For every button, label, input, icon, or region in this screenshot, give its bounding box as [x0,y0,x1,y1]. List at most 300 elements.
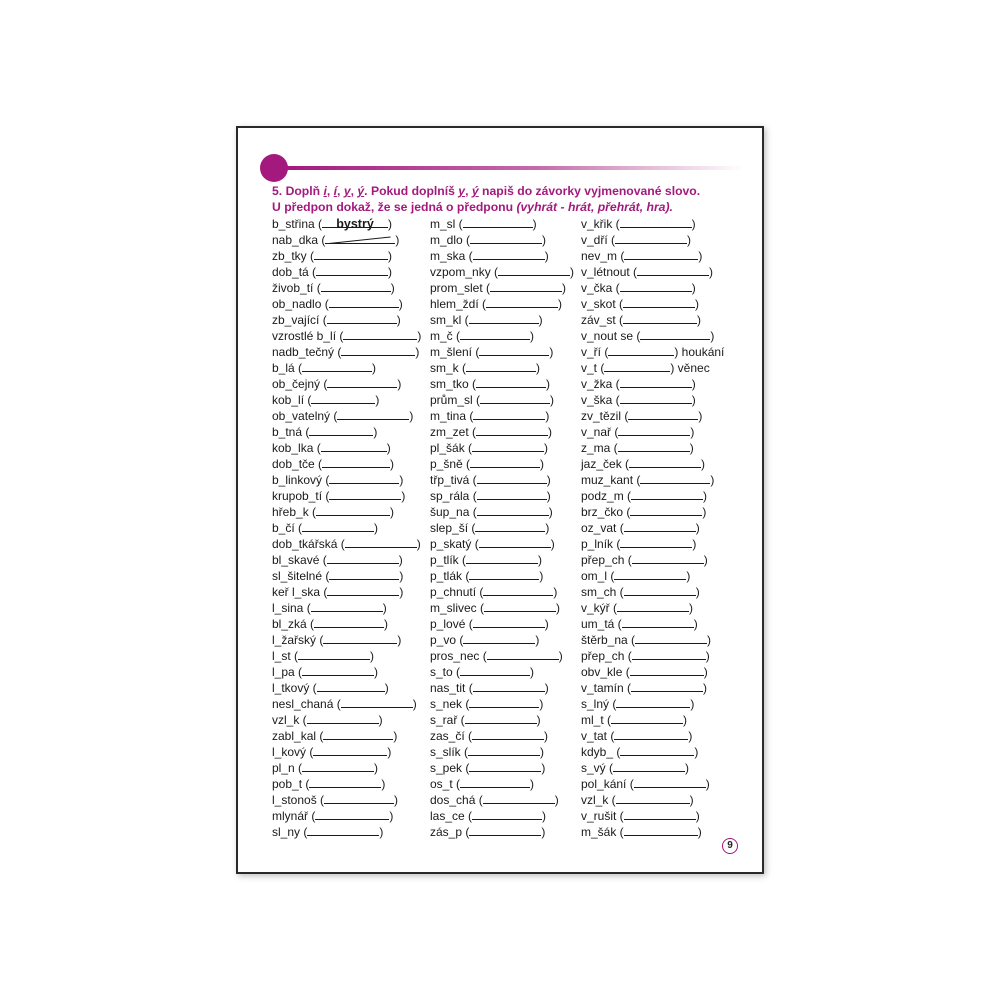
answer-blank[interactable] [316,504,390,516]
word-row [272,712,421,728]
word-close-paren: ) [548,425,553,439]
word-text: přep_ch ( [581,553,632,567]
answer-blank[interactable] [469,568,539,580]
word-close-paren: ) houkání [674,345,725,359]
answer-blank[interactable] [477,472,547,484]
answer-blank[interactable] [307,824,379,836]
answer-blank[interactable] [307,712,379,724]
word-row [272,408,421,424]
answer-blank[interactable] [618,424,690,436]
word-close-paren: ) [550,393,555,407]
word-close-paren: ) [536,713,541,727]
answer-blank[interactable] [618,440,690,452]
word-row [272,440,421,456]
answer-blank[interactable] [460,776,530,788]
word-close-paren: ) [546,377,551,391]
word-text: vzl_k ( [272,713,307,727]
answer-blank[interactable] [479,536,551,548]
word-text: l_st ( [272,649,299,663]
instruction-line-2: U předpon dokaž, že se jedná o předponu [272,200,514,214]
answer-blank[interactable] [327,584,399,596]
word-close-paren: ) [393,729,398,743]
answer-blank[interactable] [341,344,415,356]
word-row [581,696,724,712]
answer-blank[interactable] [337,408,409,420]
word-close-paren: ) [698,249,703,263]
answer-blank[interactable] [620,392,692,404]
word-text: b_lá ( [272,361,303,375]
answer-blank[interactable] [465,712,537,724]
answer-blank[interactable] [479,344,549,356]
word-row [581,296,724,312]
word-close-paren: ) [702,505,707,519]
word-row [430,232,574,248]
answer-blank[interactable] [629,456,701,468]
word-row [581,680,724,696]
word-close-paren: ) [539,569,544,583]
word-text: vzl_k ( [581,793,616,807]
word-text: nab_dka ( [272,233,326,247]
answer-blank[interactable] [314,616,384,628]
answer-blank[interactable] [616,696,690,708]
word-text: dos_chá ( [430,793,483,807]
word-row [581,424,724,440]
word-text: kob_lí ( [272,393,312,407]
word-row [430,696,574,712]
word-row [272,216,421,232]
answer-blank[interactable] [628,408,698,420]
word-close-paren: ) [705,649,710,663]
answer-blank[interactable] [614,568,686,580]
word-close-paren: ) [374,521,379,535]
word-text: s_slík ( [430,745,469,759]
answer-blank[interactable] [483,792,555,804]
word-close-paren: ) [388,265,393,279]
word-close-paren: ) [545,409,550,423]
word-close-paren: ) [540,745,545,759]
word-row [430,312,574,328]
answer-blank[interactable] [632,552,704,564]
word-close-paren: ) [701,457,706,471]
word-close-paren: ) [399,569,404,583]
word-close-paren: ) [705,777,710,791]
answer-blank[interactable] [343,328,417,340]
word-row [581,440,724,456]
answer-blank[interactable] [622,616,694,628]
answer-blank[interactable] [327,312,397,324]
answer-blank[interactable] [329,488,401,500]
answer-blank[interactable] [329,472,399,484]
answer-blank[interactable] [345,536,417,548]
word-text: hlem_ždí ( [430,297,487,311]
word-row [430,280,574,296]
word-text: p_tlík ( [430,553,467,567]
word-text: l_stonoš ( [272,793,325,807]
answer-blank[interactable] [623,296,695,308]
word-row [581,584,724,600]
word-close-paren: ) [373,425,378,439]
answer-blank[interactable] [630,504,702,516]
word-row [272,792,421,808]
word-close-paren: ) [536,361,540,375]
word-row [272,568,421,584]
answer-blank[interactable] [617,600,689,612]
answer-blank[interactable] [473,408,545,420]
answer-blank[interactable] [472,728,544,740]
answer-blank[interactable] [620,280,692,292]
word-text: sl_šitelné ( [272,569,330,583]
word-close-paren: ) [375,393,380,407]
word-row [581,312,724,328]
header-decoration [260,154,740,182]
word-row [581,776,724,792]
page-number: 9 [722,838,738,854]
word-close-paren: ) [394,793,399,807]
word-row [430,648,574,664]
word-text: m_slivec ( [430,601,485,615]
word-text: krupob_tí ( [272,489,330,503]
answer-blank[interactable] [470,232,542,244]
answer-blank[interactable] [473,248,545,260]
answer-blank[interactable] [604,360,670,372]
answer-blank[interactable] [632,648,706,660]
answer-blank[interactable] [460,328,530,340]
word-text: bl_skavé ( [272,553,327,567]
word-row [430,440,574,456]
answer-example: bystrý [336,217,374,231]
answer-blank[interactable] [623,312,697,324]
word-row [272,776,421,792]
word-close-paren: ) [416,537,421,551]
word-row [430,344,574,360]
word-close-paren: ) [398,297,403,311]
answer-blank[interactable] [624,824,698,836]
word-text: oz_vat ( [581,521,624,535]
word-close-paren: ) [693,617,698,631]
word-text: s_rař ( [430,713,465,727]
word-text: pol_kání ( [581,777,634,791]
answer-blank[interactable] [614,728,688,740]
answer-blank[interactable] [624,520,696,532]
word-row [272,584,421,600]
word-text: přep_ch ( [581,649,632,663]
word-row [272,456,421,472]
answer-blank[interactable] [469,760,541,772]
answer-blank[interactable] [329,296,399,308]
word-text: las_ce ( [430,809,473,823]
answer-blank[interactable] [323,632,397,644]
word-text: s_nek ( [430,697,470,711]
word-row [581,760,724,776]
word-text: m_šák ( [581,825,624,839]
word-close-paren: ) [687,233,692,247]
answer-blank[interactable] [480,392,550,404]
word-close-paren: ) [689,601,693,615]
word-close-paren: ) [549,345,554,359]
answer-blank[interactable] [322,456,390,468]
answer-blank[interactable] [473,680,545,692]
answer-blank[interactable] [611,712,683,724]
word-text: živob_tí ( [272,281,321,295]
answer-blank[interactable] [620,376,692,388]
word-text: pros_nec ( [430,649,487,663]
word-close-paren: ) [395,233,400,247]
word-close-paren: ) [691,377,696,391]
word-close-paren: ) [378,713,383,727]
word-close-paren: ) [703,681,708,695]
word-text: p_chnutí ( [430,585,484,599]
word-close-paren: ) [691,281,696,295]
answer-blank[interactable] [302,760,374,772]
word-row [581,232,724,248]
word-row [430,456,574,472]
answer-blank[interactable] [616,792,690,804]
answer-blank[interactable] [329,568,399,580]
answer-blank[interactable] [466,552,538,564]
word-close-paren: ) [399,585,404,599]
word-row [581,520,724,536]
word-text: dob_tá ( [272,265,317,279]
word-text: zb_vající ( [272,313,327,327]
word-text: v_létnout ( [581,265,638,279]
answer-blank[interactable] [476,424,548,436]
answer-blank[interactable] [469,696,539,708]
word-row [581,248,724,264]
answer-blank[interactable] [640,472,710,484]
answer-blank[interactable] [309,776,381,788]
word-text: ob_nadlo ( [272,297,329,311]
answer-blank[interactable] [486,296,558,308]
answer-blank[interactable] [472,808,542,820]
answer-blank[interactable] [298,648,370,660]
word-close-paren: ) [372,361,377,375]
answer-blank[interactable] [469,824,541,836]
word-close-paren: ) [374,665,379,679]
answer-blank[interactable] [302,520,374,532]
word-text: nas_tit ( [430,681,473,695]
word-close-paren: ) [550,537,555,551]
word-text: p_lové ( [430,617,473,631]
word-close-paren: ) [384,681,389,695]
word-row [272,552,421,568]
answer-blank[interactable] [637,264,709,276]
word-text: s_pek ( [430,761,470,775]
answer-blank[interactable] [608,344,674,356]
answer-blank[interactable] [620,536,692,548]
word-close-paren: ) [544,729,549,743]
word-text: v_čka ( [581,281,620,295]
word-close-paren: ) [381,777,386,791]
word-text: nev_m ( [581,249,625,263]
exercise-number: 5. [272,184,283,198]
word-text: v_žka ( [581,377,620,391]
answer-blank[interactable] [460,664,530,676]
word-row [272,632,421,648]
answer-blank[interactable] [311,600,383,612]
word-close-paren: ) [390,457,395,471]
answer-blank[interactable] [317,680,385,692]
word-row [581,328,724,344]
answer-blank[interactable] [475,520,545,532]
word-row [430,744,574,760]
answer-blank[interactable] [613,760,685,772]
word-row [430,504,574,520]
answer-blank[interactable] [341,696,413,708]
word-text: v_ška ( [581,393,620,407]
answer-blank[interactable] [313,744,387,756]
word-close-paren: ) věnec [670,361,710,375]
word-row [272,824,421,840]
answer-blank[interactable] [325,232,395,244]
answer-blank[interactable] [624,248,698,260]
word-close-paren: ) [558,297,563,311]
word-row [272,472,421,488]
word-row [430,376,574,392]
answer-blank[interactable] [463,632,535,644]
worksheet-page [236,126,764,874]
word-row [430,488,574,504]
answer-blank[interactable] [324,792,394,804]
word-text: třp_tivá ( [430,473,477,487]
word-text: l_kový ( [272,745,314,759]
answer-blank[interactable] [490,280,562,292]
word-row [272,760,421,776]
answer-blank[interactable] [477,504,549,516]
word-text: l_tkový ( [272,681,317,695]
word-close-paren: ) [544,681,549,695]
answer-blank[interactable] [473,616,545,628]
word-row [272,360,421,376]
answer-blank[interactable] [302,664,374,676]
word-row [581,376,724,392]
word-close-paren: ) [695,585,700,599]
answer-blank[interactable] [631,488,703,500]
word-row [581,392,724,408]
word-text: v_dří ( [581,233,616,247]
word-text: v_tamín ( [581,681,632,695]
answer-blank[interactable] [615,232,687,244]
word-close-paren: ) [374,761,379,775]
word-row [581,808,724,824]
answer-blank[interactable] [483,584,553,596]
answer-blank[interactable] [470,456,540,468]
answer-blank[interactable] [322,216,388,231]
word-close-paren: ) [690,425,695,439]
word-row [430,392,574,408]
word-row [430,728,574,744]
word-close-paren: ) [689,441,694,455]
word-close-paren: ) [541,825,546,839]
word-row [581,360,724,376]
word-text: v_nout se ( [581,329,641,343]
answer-blank[interactable] [631,680,703,692]
answer-blank[interactable] [316,264,388,276]
word-text: keř l_ska ( [272,585,328,599]
word-text: ml_t ( [581,713,611,727]
word-close-paren: ) [710,329,715,343]
answer-blank[interactable] [309,424,373,436]
answer-blank[interactable] [463,216,533,228]
word-row [430,360,574,376]
answer-blank[interactable] [314,248,388,260]
word-text: mlynář ( [272,809,316,823]
word-close-paren: ) [553,585,558,599]
word-row [272,264,421,280]
answer-blank[interactable] [315,808,389,820]
word-row [272,680,421,696]
answer-blank[interactable] [634,776,706,788]
word-text: dob_tče ( [272,457,323,471]
word-text: nesl_chaná ( [272,697,341,711]
word-text: nadb_tečný ( [272,345,342,359]
word-text: pl_n ( [272,761,303,775]
word-text: sm_ch ( [581,585,624,599]
word-close-paren: ) [546,489,551,503]
answer-blank[interactable] [624,584,696,596]
word-text: b_linkový ( [272,473,330,487]
word-row [272,280,421,296]
answer-blank[interactable] [635,632,707,644]
word-text: s_vý ( [581,761,614,775]
answer-blank[interactable] [321,440,387,452]
answer-blank[interactable] [302,360,372,372]
answer-blank[interactable] [620,744,694,756]
answer-blank[interactable] [630,664,704,676]
word-close-paren: ) [683,713,687,727]
answer-blank[interactable] [472,440,544,452]
answer-blank[interactable] [484,600,556,612]
answer-blank[interactable] [327,376,397,388]
answer-blank[interactable] [476,376,546,388]
word-close-paren: ) [688,729,693,743]
answer-blank[interactable] [477,488,547,500]
word-row [581,456,724,472]
answer-blank[interactable] [624,808,696,820]
answer-blank[interactable] [487,648,559,660]
answer-blank[interactable] [468,744,540,756]
word-text: podz_m ( [581,489,632,503]
word-row [430,472,574,488]
word-row [581,488,724,504]
word-row [430,760,574,776]
word-close-paren: ) [540,457,545,471]
word-close-paren: ) [685,761,690,775]
word-row [272,296,421,312]
answer-blank[interactable] [321,280,391,292]
word-row [430,248,574,264]
word-row [272,312,421,328]
word-text: sm_kl ( [430,313,469,327]
word-row [430,632,574,648]
answer-blank[interactable] [466,360,536,372]
answer-blank[interactable] [311,392,375,404]
answer-blank[interactable] [640,328,710,340]
answer-blank[interactable] [498,264,570,276]
word-text: pl_šák ( [430,441,473,455]
word-row [272,728,421,744]
word-text: m_šlení ( [430,345,480,359]
word-row [581,264,724,280]
answer-blank[interactable] [327,552,399,564]
word-text: v_t ( [581,361,605,375]
answer-blank[interactable] [469,312,539,324]
word-close-paren: ) [370,649,375,663]
word-text: kdyb_ ( [581,745,621,759]
word-close-paren: ) [558,649,563,663]
word-row [272,536,421,552]
answer-blank[interactable] [323,728,393,740]
answer-blank[interactable] [620,216,692,228]
